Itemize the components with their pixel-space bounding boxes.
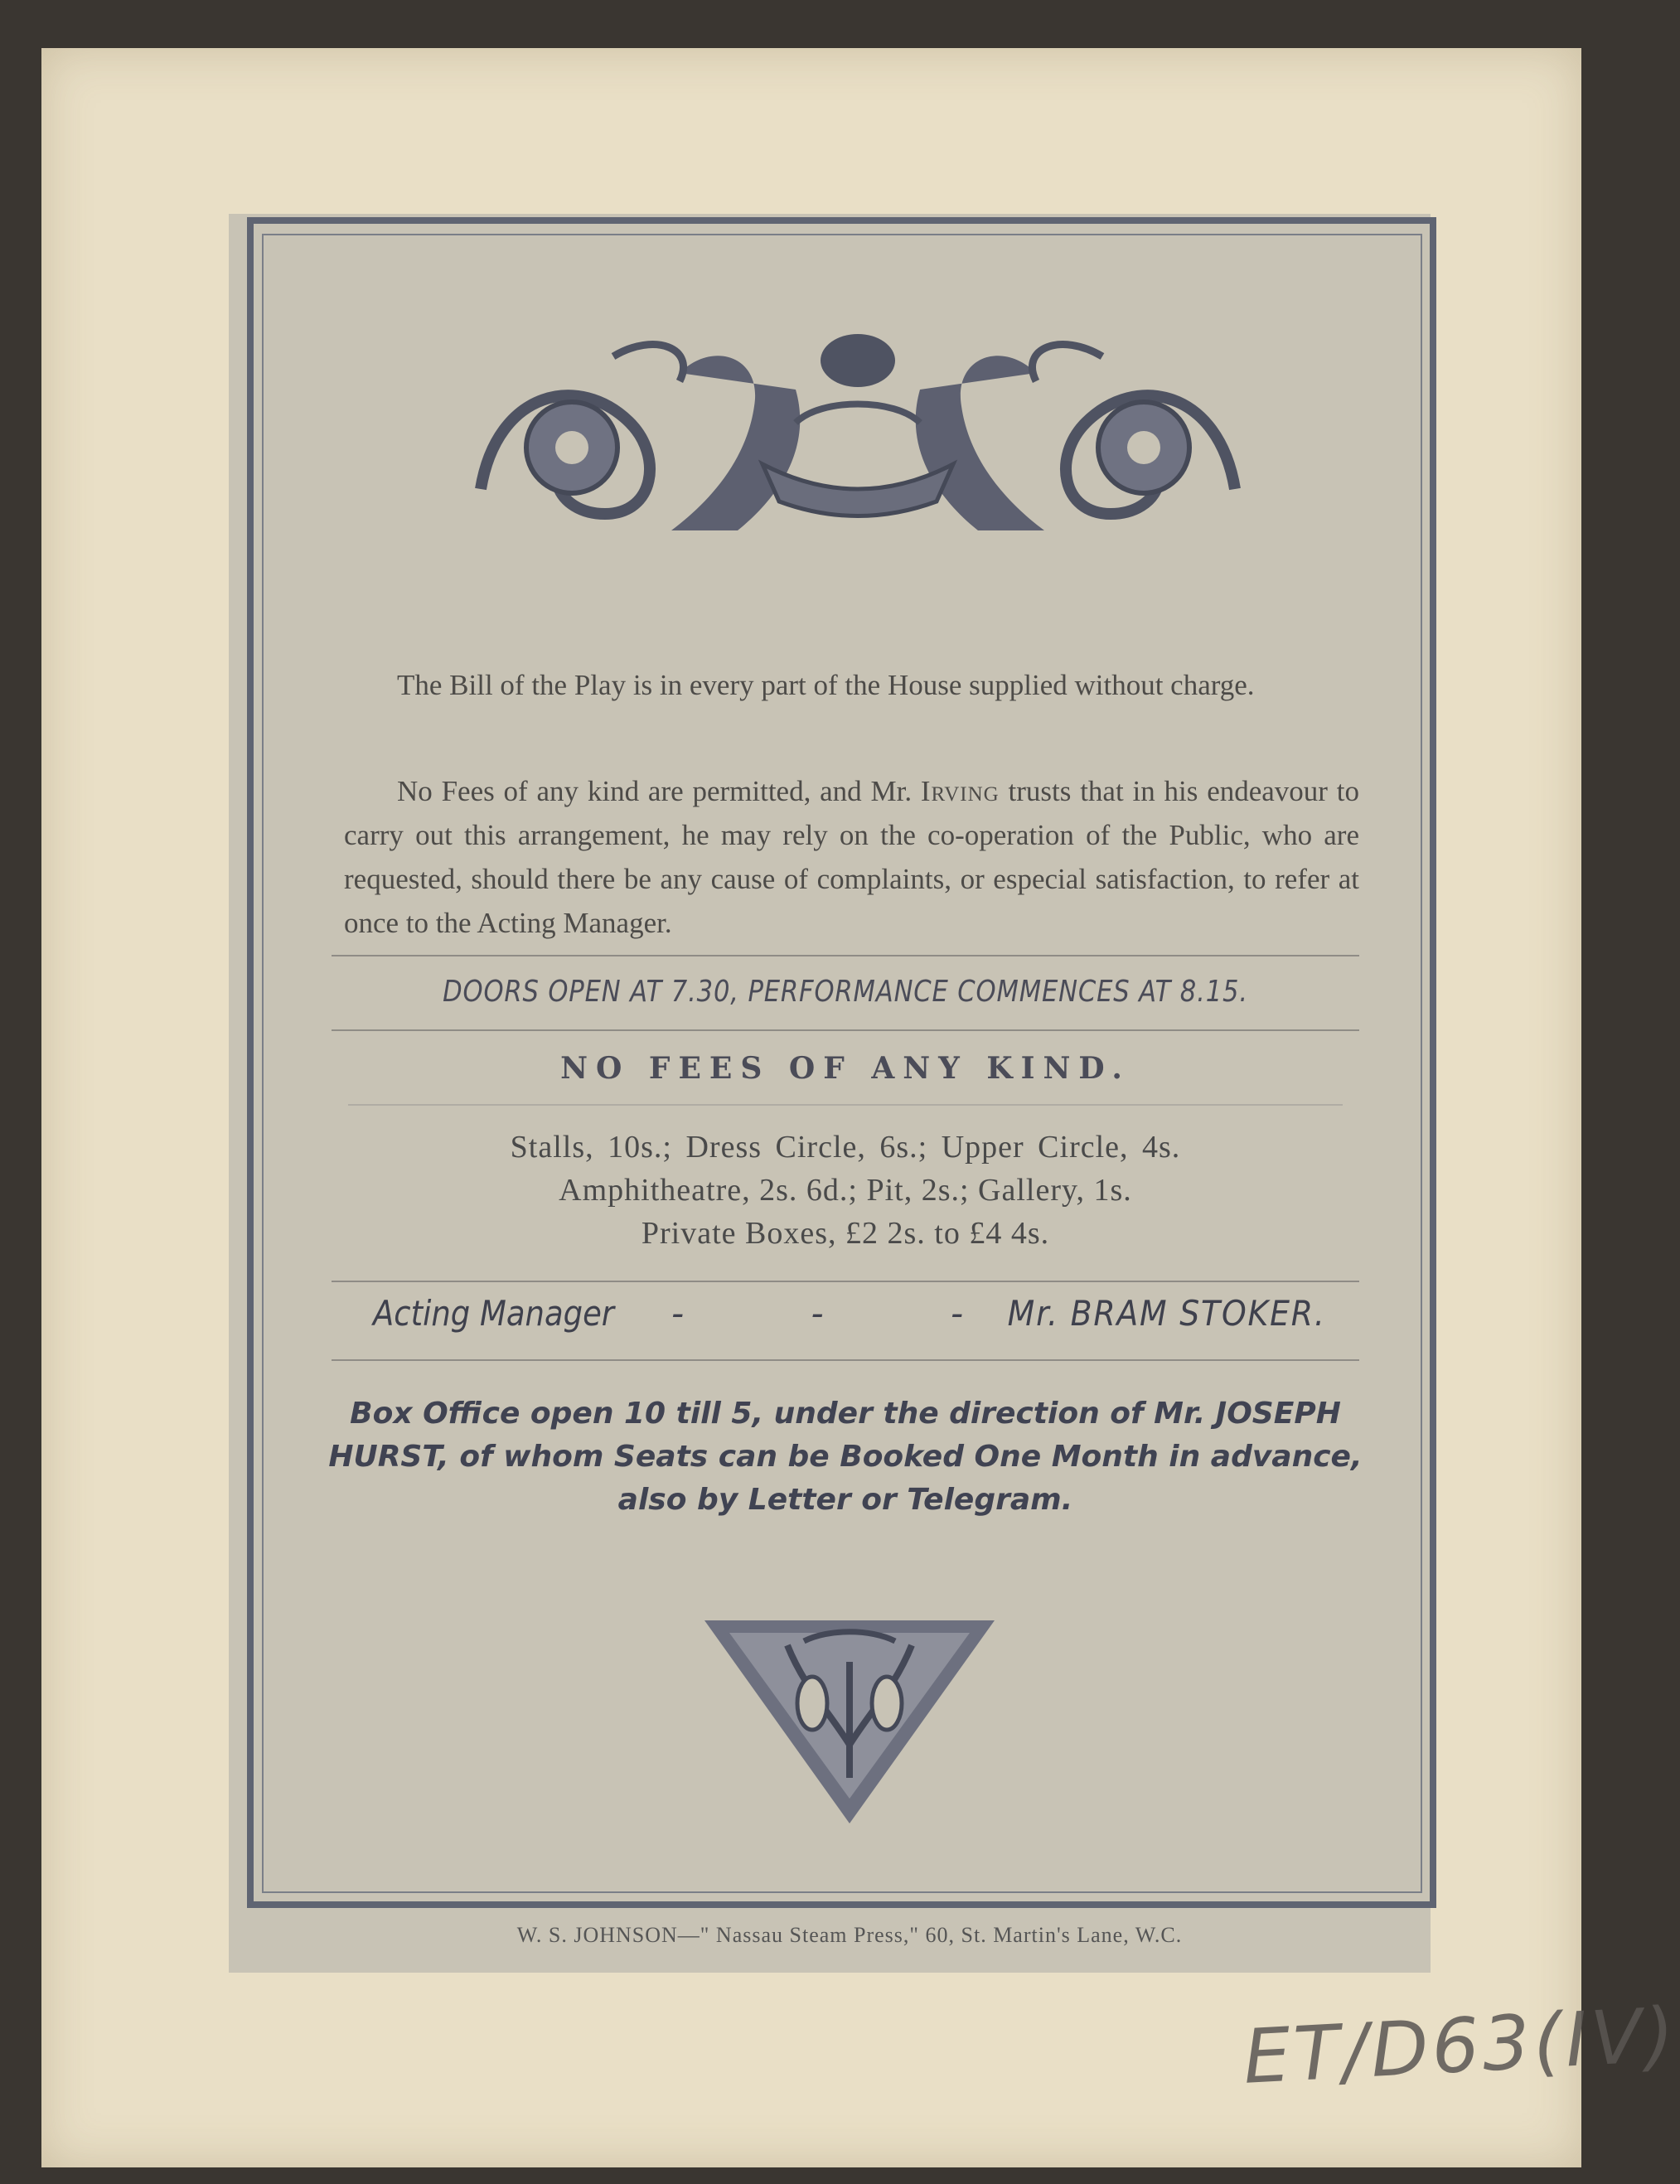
acting-manager-line	[373, 1293, 1326, 1343]
no-fees-heading: NO FEES OF ANY KIND.	[560, 1051, 1130, 1086]
prices-line-3: Private Boxes, £2 2s. to £4 4s.	[641, 1216, 1050, 1251]
doors-open-notice: DOORS OPEN AT 7.30, PERFORMANCE COMMENCES AT 8.15.	[443, 975, 1248, 1009]
paragraph-text-start: No Fees of any kind are permitted, and Mr.	[397, 775, 921, 807]
acting-manager-dashes: - - -	[671, 1293, 1022, 1334]
irving-name: Irving	[920, 775, 1000, 807]
archive-reference: ET/D63(IV)	[1241, 1991, 1680, 2101]
acting-manager-label: Acting Manager	[373, 1293, 615, 1334]
decorative-footer-ornament	[704, 1612, 995, 1823]
prices-line-1: Stalls, 10s.; Dress Circle, 6s.; Upper Circle, 4s.	[510, 1130, 1181, 1165]
divider	[332, 955, 1359, 956]
divider	[332, 1359, 1359, 1361]
decorative-header-ornament	[464, 323, 1252, 547]
divider	[332, 1029, 1359, 1031]
paragraph-bill-notice: The Bill of the Play is in every part of the House supplied without charge.	[397, 669, 1255, 701]
printer-imprint: W. S. JOHNSON—" Nassau Steam Press," 60, St. Martin's Lane, W.C.	[516, 1923, 1183, 1947]
prices-line-2: Amphitheatre, 2s. 6d.; Pit, 2s.; Gallery, 1s.	[559, 1173, 1132, 1208]
acting-manager-name: Mr. BRAM STOKER.	[1008, 1293, 1326, 1334]
divider	[348, 1104, 1343, 1106]
paragraph-no-fees-notice	[344, 769, 1359, 945]
divider	[332, 1281, 1359, 1282]
box-office-notice: Box Office open 10 till 5, under the direction of Mr. JOSEPH HURST, of whom Seats can be Booked One Month in advance, also by Letter or Telegram.	[328, 1397, 1363, 1517]
paragraph-text-end: trusts that in his endeavour to carry out this arrangement, he may rely on the co-operation of the Public, who are requested, should there be any cause of complaints, or especial satisfaction, to refer at once to the Acting Manager.	[344, 775, 1359, 939]
